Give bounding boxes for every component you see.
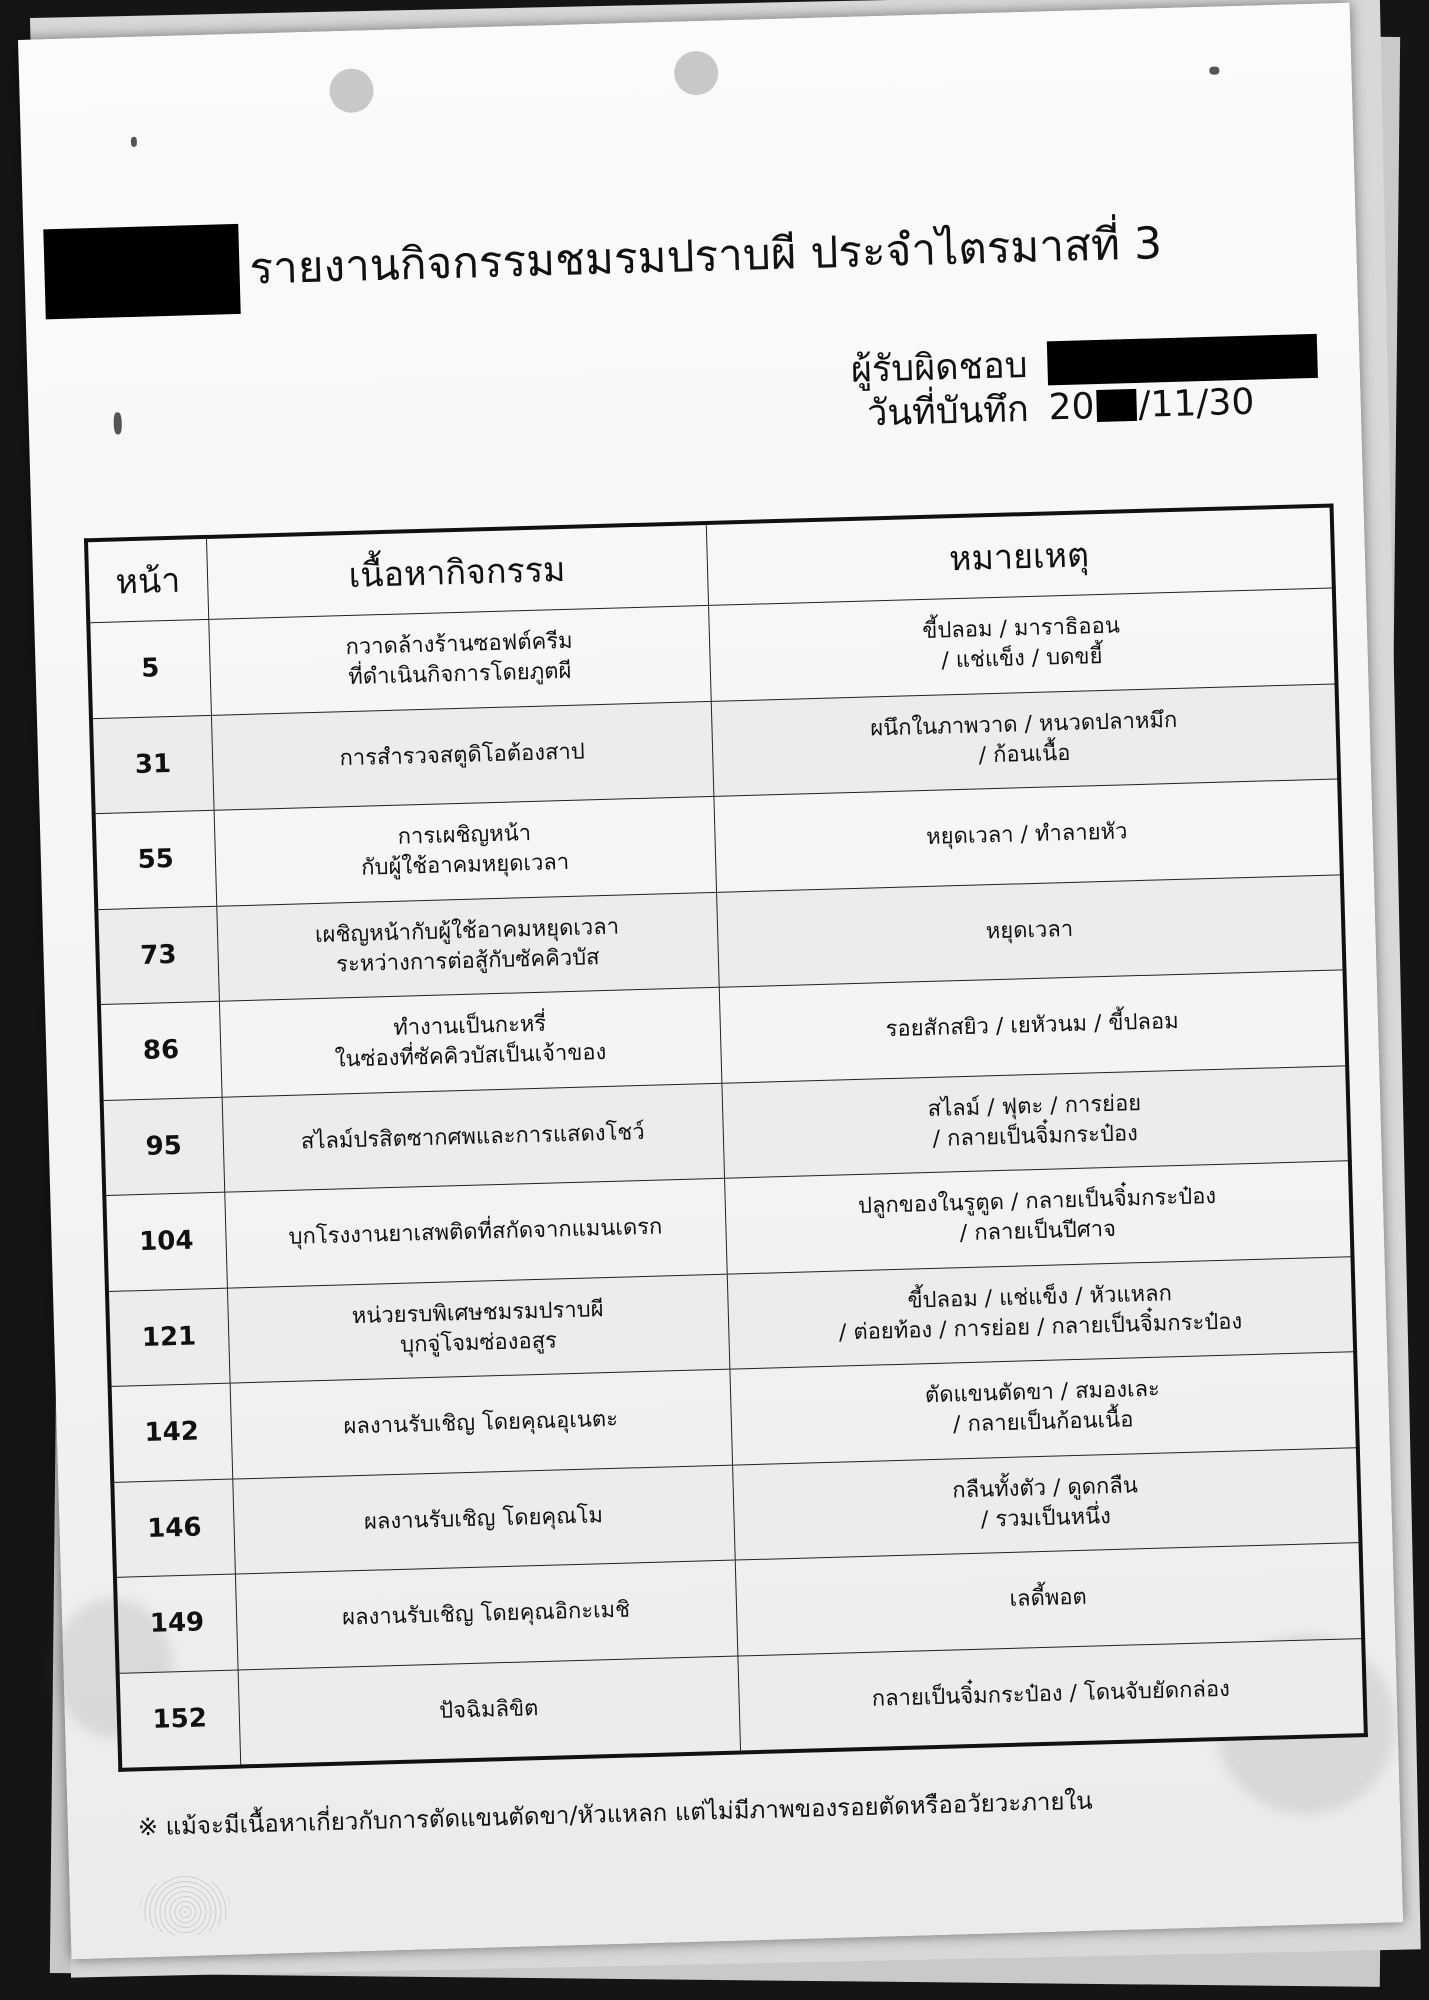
row-content: สไลม์ปรสิตซากศพและการแสดงโชว์ — [222, 1083, 724, 1192]
punch-hole — [329, 68, 374, 113]
header-note: หมายเหตุ — [706, 506, 1334, 606]
row-note: ขี้ปลอม / มาราธิออน / แช่แข็ง / บดขยี้ — [708, 588, 1336, 701]
fingerprint-icon — [139, 1875, 231, 1937]
row-note: ผนึกในภาพวาด / หนวดปลาหมึก / ก้อนเนื้อ — [711, 683, 1339, 796]
row-note: กลายเป็นจิ๋มกระป๋อง / โดนจับยัดกล่อง — [737, 1638, 1365, 1752]
page-title: รายงานกิจกรรมชมรมปราบผี ประจำไตรมาสที่ 3 — [248, 218, 1163, 295]
redaction-box — [1047, 334, 1318, 386]
row-page: 73 — [96, 906, 219, 1005]
row-page: 31 — [91, 715, 214, 814]
row-note: หยุดเวลา — [716, 874, 1344, 987]
speck — [1209, 66, 1219, 74]
row-content: ทำงานเป็นกะหรี่ ในซ่องที่ซัคคิวบัสเป็นเจ้าของ — [219, 987, 721, 1096]
redaction-box — [43, 224, 240, 319]
date-label: วันที่บันทึก — [866, 388, 1030, 434]
header-content: เนื้อหากิจกรรม — [206, 523, 708, 619]
date-suffix: /11/30 — [1137, 381, 1255, 426]
row-content: ผลงานรับเชิญ โดยคุณโม — [232, 1465, 734, 1574]
activity-table — [84, 503, 1368, 1771]
row-note: รอยสักสยิว / เยหัวนม / ขี้ปลอม — [719, 970, 1347, 1083]
row-note: สไลม์ / ฟุตะ / การย่อย / กลายเป็นจิ๋มกระป๋อง — [721, 1065, 1349, 1178]
row-content: การเผชิญหน้า กับผู้ใช้อาคมหยุดเวลา — [214, 796, 716, 905]
row-content: หน่วยรบพิเศษชมรมปราบผี บุกจู่โจมซ่องอสูร — [227, 1274, 729, 1383]
redaction-box — [1096, 389, 1137, 422]
row-page: 5 — [88, 619, 211, 718]
row-note: หยุดเวลา / ทำลายหัว — [713, 779, 1341, 892]
row-content: เผชิญหน้ากับผู้ใช้อาคมหยุดเวลา ระหว่างการต่อสู้กับซัคคิวบัส — [216, 892, 718, 1001]
row-note: ตัดแขนตัดขา / สมองเละ / กลายเป็นก้อนเนื้อ — [729, 1352, 1357, 1465]
row-note: ขี้ปลอม / แช่แข็ง / หัวแหลก / ต่อยท้อง / การย่อย / กลายเป็นจิ๋มกระป๋อง — [727, 1256, 1355, 1369]
title-row — [43, 198, 1163, 319]
record-date — [1048, 381, 1255, 428]
row-page: 149 — [115, 1574, 238, 1673]
row-note: เลดี้พอต — [735, 1543, 1363, 1656]
row-page: 95 — [102, 1097, 225, 1196]
meta-block — [817, 334, 1319, 436]
row-page: 86 — [99, 1001, 222, 1100]
row-page: 146 — [112, 1479, 235, 1578]
row-content: ผลงานรับเชิญ โดยคุณอิกะเมชิ — [235, 1560, 737, 1669]
row-page: 121 — [107, 1288, 230, 1387]
speck — [113, 412, 122, 434]
row-content: บุกโรงงานยาเสพติดที่สกัดจากแมนเดรก — [224, 1178, 726, 1287]
responsible-label: ผู้รับผิดชอบ — [850, 344, 1029, 391]
footnote: ※ แม้จะมีเนื้อหาเกี่ยวกับการตัดแขนตัดขา/หัวแหลก แต่ไม่มีภาพของรอยตัดหรืออวัยวะภายใน — [137, 1786, 1093, 1842]
row-page: 142 — [110, 1383, 233, 1482]
row-content: ผลงานรับเชิญ โดยคุณอุเนตะ — [230, 1369, 732, 1478]
speck — [131, 137, 137, 147]
document-sheet — [18, 3, 1403, 1959]
row-page: 55 — [94, 810, 217, 909]
date-prefix: 20 — [1048, 385, 1096, 428]
punch-hole — [674, 50, 719, 95]
row-content: การสำรวจสตูดิโอต้องสาป — [211, 701, 713, 810]
row-content: กวาดล้างร้านซอฟต์ครีม ที่ดำเนินกิจการโดยภูตผี — [208, 605, 710, 714]
date-row — [818, 378, 1319, 436]
header-page: หน้า — [86, 537, 208, 623]
row-note: กลืนทั้งตัว / ดูดกลืน / รวมเป็นหนึ่ง — [732, 1447, 1360, 1560]
row-page: 104 — [104, 1192, 227, 1291]
row-page: 152 — [118, 1670, 241, 1770]
row-content: ปัจฉิมลิขิต — [238, 1656, 741, 1767]
row-note: ปลูกของในรูตูด / กลายเป็นจิ๋มกระป๋อง / กลายเป็นปีศาจ — [724, 1161, 1352, 1274]
